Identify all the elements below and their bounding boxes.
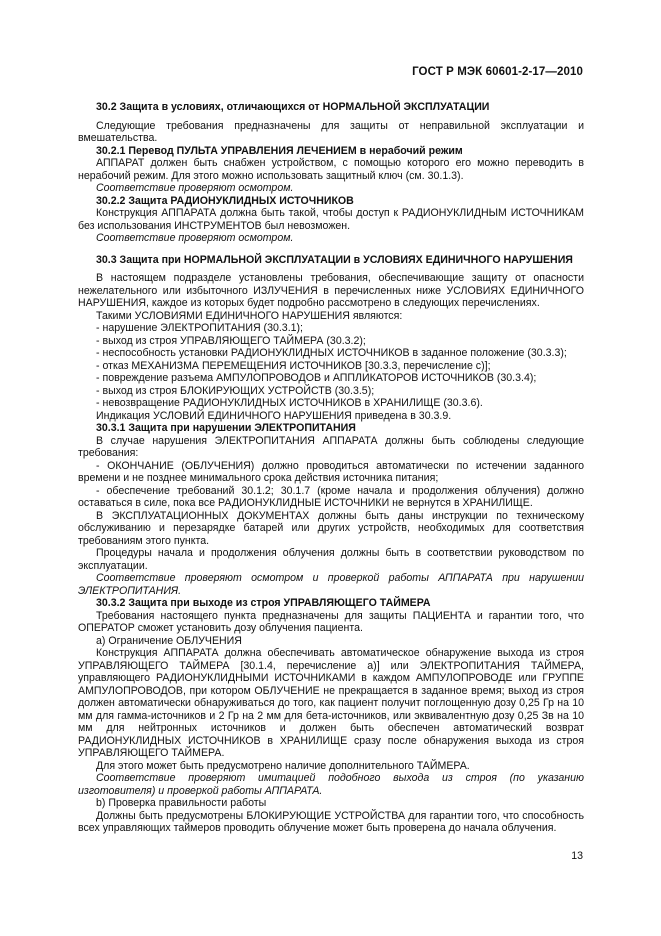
paragraph: АППАРАТ должен быть снабжен устройством, с помощью которого его можно переводить в нерабочий режим. Для этого можно использовать защитный ключ (см. 30.1.3).: [78, 157, 584, 182]
paragraph: Индикация УСЛОВИЙ ЕДИНИЧНОГО НАРУШЕНИЯ приведена в 30.3.9.: [96, 409, 452, 422]
page-number: 13: [571, 850, 583, 862]
section-heading-30-2: 30.2 Защита в условиях, отличающихся от НОРМАЛЬНОЙ ЭКСПЛУАТАЦИИ: [96, 101, 490, 113]
list-item: - обеспечение требований 30.1.2; 30.1.7 (кроме начала и продолжения облучения) должно оставаться в силе, пока все РАДИОНУКЛИДНЫЕ ИСТОЧНИКИ не вернутся в ХРАНИЛИЩЕ.: [78, 484, 584, 509]
subsection-heading-30-2-2: 30.2.2 Защита РАДИОНУКЛИДНЫХ ИСТОЧНИКОВ: [96, 194, 354, 207]
paragraph: Следующие требования предназначены для защиты от неправильной эксплуатации и вмешательства.: [78, 119, 584, 144]
list-item: - неспособность установки РАДИОНУКЛИДНЫХ ИСТОЧНИКОВ в заданное положение (30.3.3);: [96, 347, 567, 359]
compliance-note: Соответствие проверяют осмотром.: [96, 232, 294, 244]
paragraph: Такими УСЛОВИЯМИ ЕДИНИЧНОГО НАРУШЕНИЯ являются:: [96, 309, 403, 322]
list-item: - невозвращение РАДИОНУКЛИДНЫХ ИСТОЧНИКОВ в ХРАНИЛИЩЕ (30.3.6).: [96, 397, 483, 409]
document-body: [78, 95, 584, 835]
paragraph: Для этого может быть предусмотрено наличие дополнительного ТАЙМЕРА.: [96, 759, 470, 772]
paragraph: В случае нарушения ЭЛЕКТРОПИТАНИЯ АППАРАТА должны быть соблюдены следующие требования:: [78, 434, 584, 459]
list-item: - нарушение ЭЛЕКТРОПИТАНИЯ (30.3.1);: [96, 322, 303, 334]
list-item: - выход из строя УПРАВЛЯЮЩЕГО ТАЙМЕРА (30.3.2);: [96, 334, 366, 347]
paragraph: Должны быть предусмотрены БЛОКИРУЮЩИЕ УСТРОЙСТВА для гарантии того, что способность всех управляющих таймеров проводить облучение может быть проверена до начала облучения.: [78, 809, 584, 834]
paragraph: Конструкция АППАРАТА должна быть такой, чтобы доступ к РАДИОНУКЛИДНЫМ ИСТОЧНИКАМ без использования ИНСТРУМЕНТОВ был невозможен.: [78, 207, 584, 232]
compliance-note: Соответствие проверяют осмотром.: [96, 182, 294, 194]
subsection-heading-30-2-1: 30.2.1 Перевод ПУЛЬТА УПРАВЛЕНИЯ ЛЕЧЕНИЕМ в нерабочий режим: [96, 144, 463, 157]
paragraph: Конструкция АППАРАТА должна обеспечивать автоматическое обнаружение выхода из строя УПРАВЛЯЮЩЕГО ТАЙМЕРА [30.1.4, перечисление а)] или ЭЛЕКТРОПИТАНИЯ ТАЙМЕРА, управляющего РАДИОНУКЛИДНЫМИ ИСТОЧНИКАМИ в каждом АМПУЛОПРОВОДЕ или ГРУППЕ АМПУЛОПРОВОДОВ, при котором ОБЛУЧЕНИЕ не прекращается в заданное время; выход из строя должен автоматически обнаруживаться до того, как пациент получит поглощенную дозу 0,25 Гр на 10 мм для гамма-источников и 2 Гр на 2 мм для бета-источников, или эквивалентную дозу 0,25 Зв на 10 мм для нейтронных источников и должен быть обеспечен автоматический возврат РАДИОНУКЛИДНЫХ ИСТОЧНИКОВ в ХРАНИЛИЩЕ сразу после обнаружения выхода из строя УПРАВЛЯЮЩЕГО ТАЙМЕРА.: [78, 647, 584, 759]
paragraph: Процедуры начала и продолжения облучения должны быть в соответствии руководством по эксплуатации.: [78, 547, 584, 572]
paragraph: В настоящем подразделе установлены требования, обеспечивающие защиту от опасности нежелательного или избыточного ИЗЛУЧЕНИЯ в перечисленных ниже УСЛОВИЯХ ЕДИНИЧНОГО НАРУШЕНИЯ, каждое из которых будет подробно рассмотрено в следующих перечислениях.: [78, 272, 584, 309]
compliance-note: Соответствие проверяют осмотром и проверкой работы АППАРАТА при нарушении ЭЛЕКТРОПИТАНИЯ.: [78, 572, 584, 597]
subsection-heading-30-3-2: 30.3.2 Защита при выходе из строя УПРАВЛЯЮЩЕГО ТАЙМЕРА: [96, 597, 431, 609]
subsection-heading-30-3-1: 30.3.1 Защита при нарушении ЭЛЕКТРОПИТАНИЯ: [96, 422, 356, 434]
paragraph: Требования настоящего пункта предназначены для защиты ПАЦИЕНТА и гарантии того, что ОПЕРАТОР сможет установить дозу облучения пациента.: [78, 609, 584, 634]
list-item: - повреждение разъема АМПУЛОПРОВОДОВ и АППЛИКАТОРОВ ИСТОЧНИКОВ (30.3.4);: [96, 372, 537, 384]
section-heading-30-3: 30.3 Защита при НОРМАЛЬНОЙ ЭКСПЛУАТАЦИИ в УСЛОВИЯХ ЕДИНИЧНОГО НАРУШЕНИЯ: [96, 253, 573, 266]
compliance-note: Соответствие проверяют имитацией подобного выхода из строя (по указанию изготовителя) и проверкой работы АППАРАТА.: [78, 772, 584, 797]
item-heading-a: а) Ограничение ОБЛУЧЕНИЯ: [96, 634, 242, 647]
paragraph: В ЭКСПЛУАТАЦИОННЫХ ДОКУМЕНТАХ должны быть даны инструкции по техническому обслуживанию и перезарядке батарей или других устройств, необходимых для соответствия требованиям этого пункта.: [78, 509, 584, 547]
list-item: - отказ МЕХАНИЗМА ПЕРЕМЕЩЕНИЯ ИСТОЧНИКОВ [30.3.3, перечисление с)];: [96, 359, 491, 372]
list-item: - выход из строя БЛОКИРУЮЩИХ УСТРОЙСТВ (30.3.5);: [96, 384, 375, 397]
item-heading-b: b) Проверка правильности работы: [96, 797, 267, 809]
standard-header: ГОСТ Р МЭК 60601-2-17—2010: [412, 66, 583, 78]
list-item: - ОКОНЧАНИЕ (ОБЛУЧЕНИЯ) должно проводиться автоматически по истечении заданного времени и не позднее минимального срока действия источника питания;: [78, 459, 584, 484]
